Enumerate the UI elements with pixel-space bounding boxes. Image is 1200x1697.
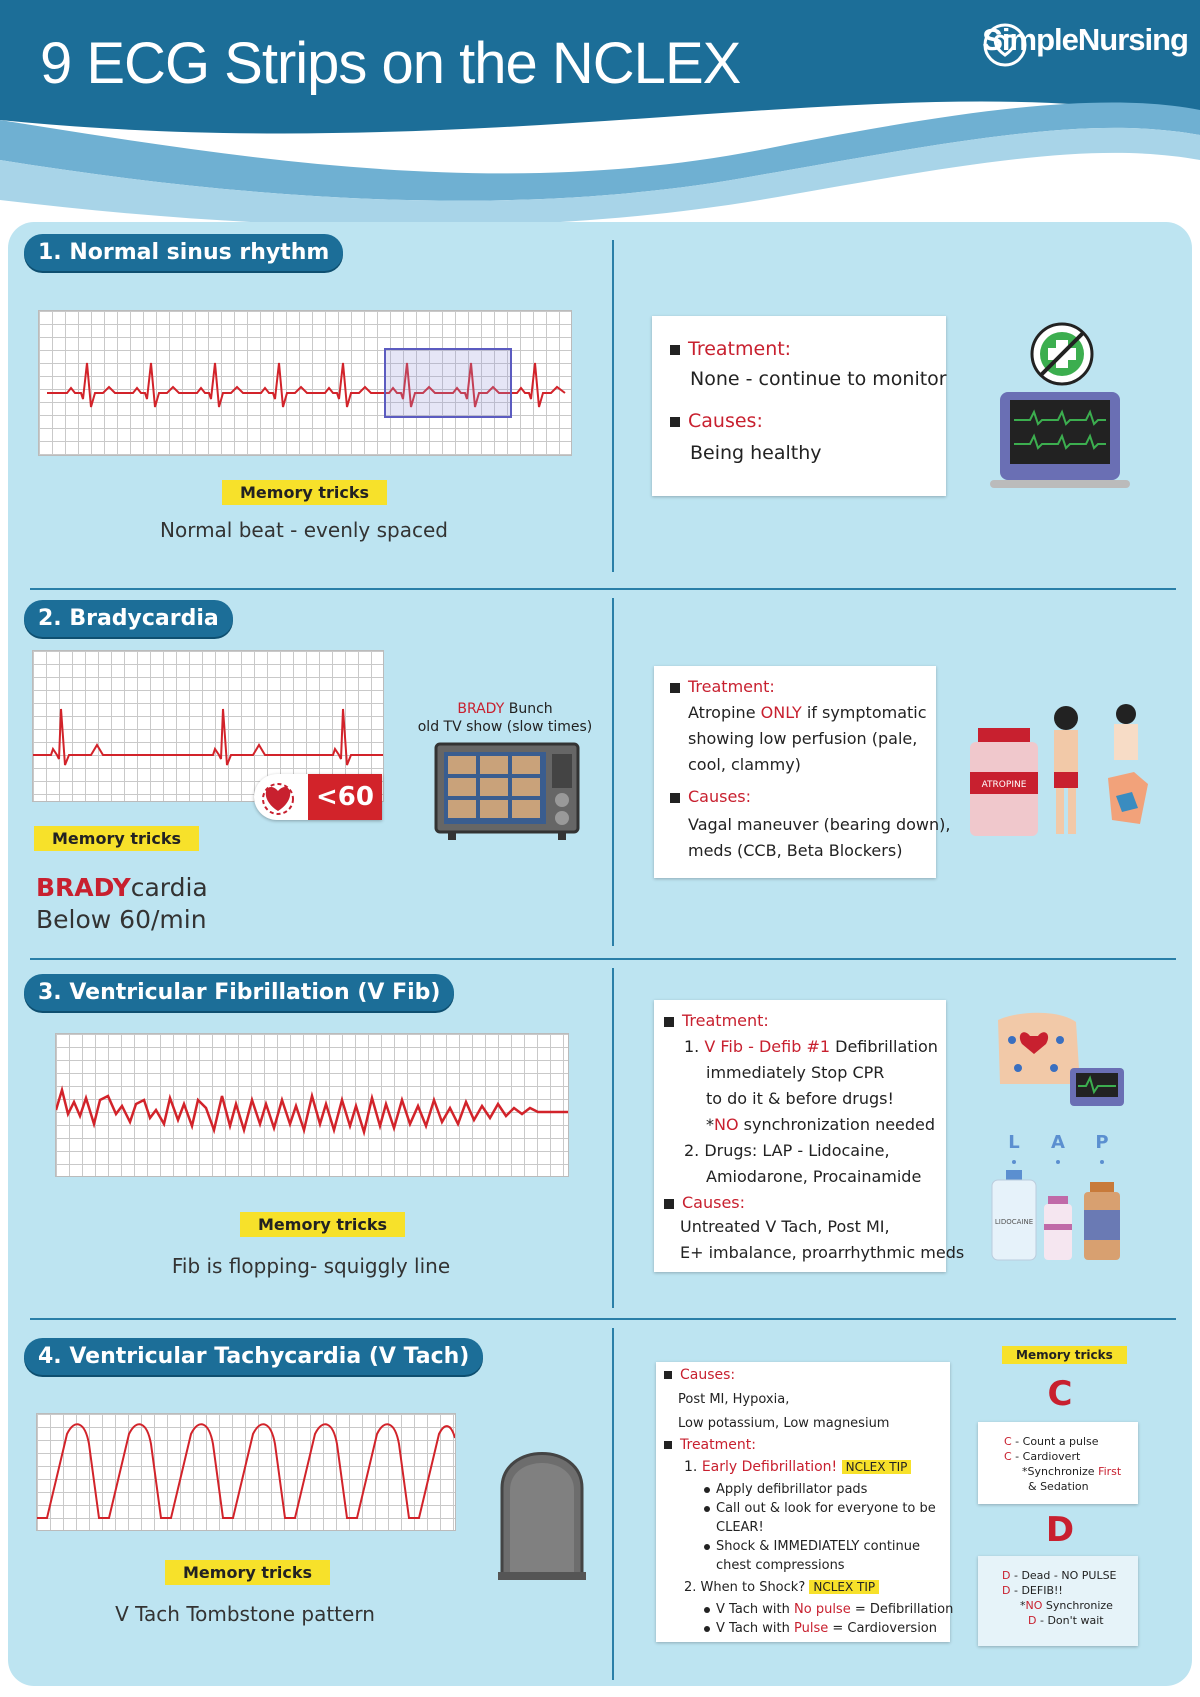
atropine-patients-illustration <box>962 700 1162 846</box>
defibrillator-drugs-illustration <box>990 1010 1126 1266</box>
causes-label: Causes: <box>688 787 752 806</box>
memory-trick-text <box>36 872 208 936</box>
step-number: 2. <box>684 1141 700 1160</box>
header-banner <box>0 0 1200 230</box>
memory-tricks-tag: Memory tricks <box>34 826 199 851</box>
c-a: Post MI, Hypoxia, <box>678 1392 790 1407</box>
column-divider <box>612 968 614 1308</box>
ecg-strip-vtach <box>36 1413 456 1531</box>
d-l2b: - DEFIB!! <box>1010 1584 1063 1597</box>
t-only: ONLY <box>760 703 802 722</box>
heart-stethoscope-icon <box>982 22 1028 68</box>
bullet-1: Apply defibrillator pads <box>716 1482 868 1497</box>
memory-card-c <box>978 1422 1138 1504</box>
treatment-step-2 <box>684 1138 921 1190</box>
memory-tricks-tag: Memory tricks <box>222 480 387 505</box>
lap-a: A <box>1051 1132 1065 1153</box>
treatment-label: Treatment: <box>688 338 792 360</box>
c-b: meds (CCB, Beta Blockers) <box>688 841 903 860</box>
treatment-card-bradycardia <box>654 666 951 878</box>
t-d: cool, clammy) <box>688 755 801 774</box>
treatment-label: Treatment: <box>682 1011 769 1030</box>
caption-sub: old TV show (slow times) <box>417 719 593 735</box>
step-number: 1. <box>684 1037 700 1056</box>
c-l2b: - Cardiovert <box>1011 1450 1081 1463</box>
t2-a: When to Shock? <box>700 1580 806 1595</box>
brady-bunch-caption <box>405 700 605 736</box>
treatment-step-1 <box>684 1458 911 1477</box>
d-l4b: - Don't wait <box>1036 1614 1104 1627</box>
causes-text <box>680 1214 964 1266</box>
lap-l: L <box>1008 1132 1020 1153</box>
d-l3a: * <box>1020 1599 1026 1612</box>
t-b: if symptomatic <box>801 703 927 722</box>
c-b: Low potassium, Low magnesium <box>678 1416 890 1431</box>
c-a: Vagal maneuver (bearing down), <box>688 815 951 834</box>
s-a2: = Defibrillation <box>850 1602 954 1617</box>
memory-trick-text: Fib is flopping- squiggly line <box>171 1254 451 1278</box>
treatment-card-normal-sinus <box>652 316 946 496</box>
memory-tricks-tag: Memory tricks <box>165 1560 330 1585</box>
page-title: 9 ECG Strips on the NCLEX <box>40 31 741 96</box>
bullet-2b: CLEAR! <box>716 1520 764 1535</box>
bottle-label: ATROPINE <box>981 780 1027 790</box>
c-l1b: - Count a pulse <box>1011 1435 1099 1448</box>
t1-star: * <box>706 1115 714 1134</box>
c-l4: & Sedation <box>1028 1480 1089 1493</box>
c-a: Untreated V Tach, Post MI, <box>680 1217 890 1236</box>
causes-label: Causes: <box>680 1367 736 1383</box>
causes-label: Causes: <box>682 1193 746 1212</box>
treatment-step-2 <box>684 1578 879 1597</box>
c-l3b: First <box>1098 1465 1122 1478</box>
s-nopulse: No pulse <box>794 1602 851 1617</box>
bullet-2: Call out & look for everyone to be <box>716 1501 936 1516</box>
memory-trick-text: Normal beat - evenly spaced <box>160 518 448 542</box>
treatment-text: None - continue to monitor <box>690 368 947 390</box>
section-title-bradycardia: 2. Bradycardia <box>24 600 233 637</box>
caption-brady: BRADY <box>457 701 505 717</box>
bullet-3b: chest compressions <box>716 1558 845 1573</box>
t1-red: V Fib - Defib #1 <box>704 1037 831 1056</box>
c-l2a: C <box>1004 1450 1012 1463</box>
section-title-vfib: 3. Ventricular Fibrillation (V Fib) <box>24 974 454 1011</box>
section-title-normal-sinus: 1. Normal sinus rhythm <box>24 234 343 271</box>
t2-b: Amiodarone, Procainamide <box>706 1167 922 1186</box>
causes-text <box>688 812 950 864</box>
causes-text: Being healthy <box>690 442 822 464</box>
c-b: E+ imbalance, proarrhythmic meds <box>680 1243 965 1262</box>
treatment-step-1-detail <box>706 1060 935 1138</box>
d-l4a: D <box>1028 1614 1037 1627</box>
treatment-text <box>688 700 927 778</box>
s-pulse: Pulse <box>794 1621 829 1636</box>
ecg-strip-normal-sinus <box>38 310 572 456</box>
step-2-bullets <box>704 1600 953 1638</box>
mem-cardia: cardia <box>130 873 208 902</box>
t2-a: Drugs: LAP - Lidocaine, <box>704 1141 890 1160</box>
t-a: Atropine <box>688 703 761 722</box>
vial-label: LIDOCAINE <box>994 1218 1034 1226</box>
tombstone-icon <box>498 1448 586 1580</box>
brand-logo <box>982 22 1188 58</box>
column-divider <box>612 598 614 946</box>
letter-d: D <box>1045 1510 1075 1550</box>
mem-line2: Below 60/min <box>36 905 207 934</box>
caption-bunch: Bunch <box>504 701 553 717</box>
t1-c: to do it & before drugs! <box>706 1089 894 1108</box>
ecg-strip-vfib <box>55 1033 569 1177</box>
column-divider <box>612 240 614 572</box>
memory-tricks-tag: Memory tricks <box>1002 1346 1127 1364</box>
treatment-card-vtach <box>656 1362 954 1642</box>
column-divider <box>612 1328 614 1680</box>
rate-badge <box>254 774 382 820</box>
step-1-bullets <box>704 1480 936 1575</box>
memory-card-d <box>978 1556 1138 1646</box>
section-title-vtach: 4. Ventricular Tachycardia (V Tach) <box>24 1338 483 1375</box>
mem-brady: BRADY <box>36 873 131 902</box>
section-divider <box>30 588 1176 590</box>
t1-a: Defibrillation <box>830 1037 938 1056</box>
s-a: V Tach with <box>716 1602 795 1617</box>
nclex-tip-badge: NCLEX TIP <box>842 1460 912 1474</box>
section-divider <box>30 1318 1176 1320</box>
t-c: showing low perfusion (pale, <box>688 729 918 748</box>
s-b2: = Cardioversion <box>828 1621 937 1636</box>
causes-text <box>678 1388 889 1436</box>
d-l2a: D <box>1002 1584 1011 1597</box>
brand-name: SimpleNursing <box>982 22 1188 57</box>
memory-trick-text: V Tach Tombstone pattern <box>115 1602 375 1626</box>
causes-label: Causes: <box>688 410 763 432</box>
treatment-label: Treatment: <box>688 677 775 696</box>
letter-c: C <box>1047 1374 1073 1414</box>
s-b: V Tach with <box>716 1621 795 1636</box>
d-l3c: Synchronize <box>1042 1599 1113 1612</box>
rate-badge-text: <60 <box>308 774 382 820</box>
t1-no: NO <box>714 1115 739 1134</box>
monitor-no-treatment-icon <box>980 316 1138 494</box>
treatment-label: Treatment: <box>680 1437 756 1453</box>
nclex-tip-badge: NCLEX TIP <box>809 1580 879 1594</box>
c-l3a: *Synchronize <box>1022 1465 1099 1478</box>
step-number: 2. <box>684 1580 697 1595</box>
treatment-step-1 <box>684 1034 938 1060</box>
t1-d: synchronization needed <box>738 1115 936 1134</box>
t1-red: Early Defibrillation! <box>701 1459 838 1475</box>
d-l1b: - Dead - NO PULSE <box>1010 1569 1117 1582</box>
t1-b: immediately Stop CPR <box>706 1063 885 1082</box>
section-divider <box>30 958 1176 960</box>
treatment-card-vfib <box>654 1000 965 1272</box>
lap-p: P <box>1095 1132 1109 1153</box>
memory-tricks-tag: Memory tricks <box>240 1212 405 1237</box>
step-number: 1. <box>684 1459 698 1475</box>
tv-icon <box>434 742 580 842</box>
heart-icon <box>258 777 298 817</box>
d-l3b: NO <box>1025 1599 1043 1612</box>
bullet-3: Shock & IMMEDIATELY continue <box>716 1539 921 1554</box>
d-l1a: D <box>1002 1569 1011 1582</box>
c-l1a: C <box>1004 1435 1012 1448</box>
